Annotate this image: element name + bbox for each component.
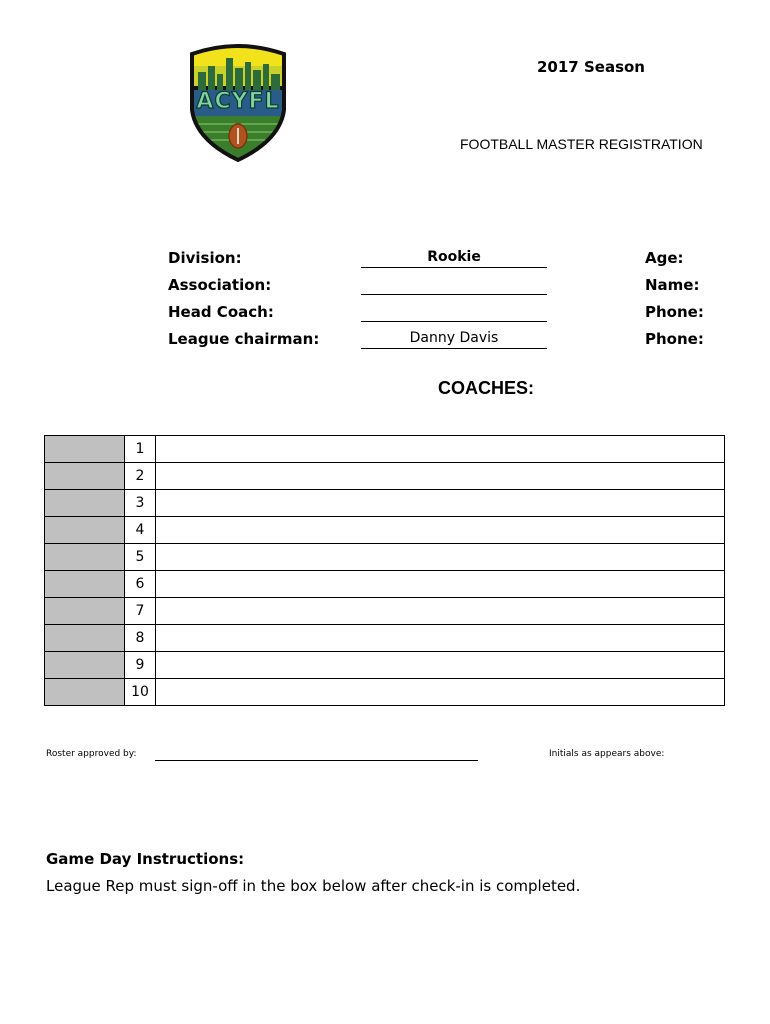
coach-name-cell[interactable]: [156, 679, 725, 706]
coach-role-cell[interactable]: [45, 436, 125, 463]
division-field[interactable]: Rookie: [361, 249, 547, 268]
coaches-heading: COACHES:: [438, 378, 535, 398]
roster-approved-signature-line[interactable]: [155, 760, 478, 761]
association-field[interactable]: [361, 276, 547, 295]
division-label: Division:: [168, 249, 242, 267]
coach-name-cell[interactable]: [156, 463, 725, 490]
game-day-heading: Game Day Instructions:: [46, 850, 245, 868]
coach-row-number: 2: [125, 463, 156, 490]
table-row: [45, 436, 725, 463]
coach-name-cell[interactable]: [156, 571, 725, 598]
coach-row-number: 9: [125, 652, 156, 679]
coach-role-cell[interactable]: [45, 463, 125, 490]
coach-role-cell[interactable]: [45, 517, 125, 544]
coach-role-cell[interactable]: [45, 571, 125, 598]
coach-row-number: 5: [125, 544, 156, 571]
coach-name-cell[interactable]: [156, 625, 725, 652]
roster-approved-label: Roster approved by:: [46, 749, 137, 759]
name-label: Name:: [645, 276, 700, 294]
table-row: [45, 598, 725, 625]
game-day-text: League Rep must sign-off in the box below after check-in is completed.: [46, 877, 581, 895]
table-row: [45, 571, 725, 598]
coach-name-cell[interactable]: [156, 544, 725, 571]
coach-row-number: 4: [125, 517, 156, 544]
table-row: [45, 679, 725, 706]
initials-label: Initials as appears above:: [549, 749, 665, 759]
coach-role-cell[interactable]: [45, 679, 125, 706]
table-row: [45, 625, 725, 652]
coach-row-number: 7: [125, 598, 156, 625]
coach-row-number: 3: [125, 490, 156, 517]
coach-name-cell[interactable]: [156, 652, 725, 679]
coach-name-cell[interactable]: [156, 517, 725, 544]
table-row: [45, 544, 725, 571]
head-coach-field[interactable]: [361, 303, 547, 322]
coach-row-number: 10: [125, 679, 156, 706]
phone-label: Phone:: [645, 303, 704, 321]
coach-row-number: 8: [125, 625, 156, 652]
league-chairman-field[interactable]: Danny Davis: [361, 330, 547, 349]
document-title: FOOTBALL MASTER REGISTRATION: [460, 136, 703, 152]
coach-row-number: 6: [125, 571, 156, 598]
league-logo: [186, 44, 290, 162]
table-row: [45, 517, 725, 544]
coach-role-cell[interactable]: [45, 652, 125, 679]
head-coach-label: Head Coach:: [168, 303, 274, 321]
league-chairman-label: League chairman:: [168, 330, 320, 348]
season-label: 2017 Season: [537, 58, 645, 76]
coach-name-cell[interactable]: [156, 490, 725, 517]
coach-role-cell[interactable]: [45, 598, 125, 625]
table-row: [45, 652, 725, 679]
age-label: Age:: [645, 249, 684, 267]
coach-role-cell[interactable]: [45, 544, 125, 571]
phone-label-2: Phone:: [645, 330, 704, 348]
table-row: [45, 463, 725, 490]
coach-role-cell[interactable]: [45, 490, 125, 517]
coaches-table: [44, 435, 725, 706]
coach-row-number: 1: [125, 436, 156, 463]
svg-text:ACYFL: ACYFL: [196, 89, 280, 114]
coach-name-cell[interactable]: [156, 598, 725, 625]
table-row: [45, 490, 725, 517]
coach-name-cell[interactable]: [156, 436, 725, 463]
association-label: Association:: [168, 276, 272, 294]
coach-role-cell[interactable]: [45, 625, 125, 652]
